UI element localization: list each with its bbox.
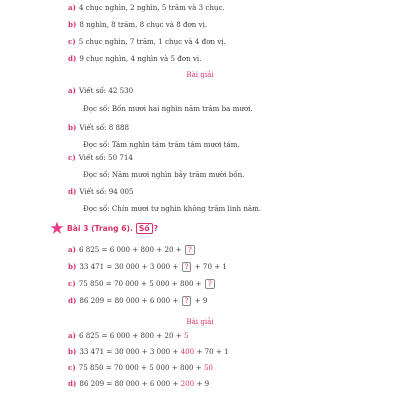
- answer-box[interactable]: ?: [205, 279, 215, 289]
- solution-b-viet: [68, 123, 129, 133]
- solution-b-doc: Đọc số: Tám nghìn tám trăm tám mươi tám.: [83, 140, 240, 149]
- solution-heading: Bài giải: [186, 70, 214, 79]
- solution-d-doc: Đọc số: Chín mươi tư nghìn không trăm linh năm.: [83, 204, 262, 213]
- item-text: 9 chục nghìn, 4 nghìn và 5 đơn vị.: [79, 54, 202, 63]
- item-label: d): [68, 187, 77, 196]
- bai3-header: [50, 221, 158, 235]
- answer-box[interactable]: ?: [182, 262, 192, 272]
- item-label: b): [68, 123, 77, 132]
- bai3-title: Bài 3 (Trang 6).: [67, 223, 133, 233]
- answer-box[interactable]: ?: [185, 245, 195, 255]
- pink-star-icon: [50, 221, 64, 235]
- exercise-b: [68, 262, 227, 272]
- answer-value: 5: [183, 331, 189, 340]
- equation-left: 33 471 = 30 000 + 3 000 +: [79, 347, 179, 356]
- top-item-a: [68, 3, 225, 13]
- answer-value: 400: [180, 347, 195, 356]
- solution-c-viet: [68, 153, 133, 163]
- equation-right: + 9: [194, 296, 208, 305]
- answer-value: 50: [204, 363, 214, 372]
- equation-right: + 9: [196, 379, 210, 388]
- item-label: a): [68, 86, 76, 95]
- so-box: Số: [136, 223, 153, 234]
- top-item-b: [68, 20, 207, 30]
- solution-d-viet: [68, 187, 134, 197]
- solution-heading: Bài giải: [186, 317, 214, 326]
- equation-left: 33 471 = 30 000 + 3 000 +: [79, 262, 179, 271]
- item-label: a): [68, 245, 76, 254]
- equation-left: 86 209 = 80 000 + 6 000 +: [79, 296, 179, 305]
- answer-a: [68, 331, 188, 341]
- exercise-c: [68, 279, 216, 289]
- item-text: 4 chục nghìn, 2 nghìn, 5 trăm và 3 chục.: [78, 3, 225, 12]
- top-item-d: [68, 54, 201, 64]
- answer-b: [68, 347, 229, 357]
- item-label: c): [68, 279, 76, 288]
- exercise-a: [68, 245, 196, 255]
- answer-d: [68, 379, 209, 389]
- item-label: c): [68, 153, 76, 162]
- item-label: d): [68, 296, 77, 305]
- item-label: d): [68, 379, 77, 388]
- viet-so-text: Viết số: 8 888: [79, 123, 129, 132]
- equation-left: 6 825 = 6 000 + 800 + 20 +: [78, 245, 182, 254]
- item-label: b): [68, 20, 77, 29]
- item-label: a): [68, 331, 76, 340]
- solution-a-doc: Đọc số: Bốn mươi hai nghìn năm trăm ba mươi.: [83, 104, 253, 113]
- equation-left: 86 209 = 80 000 + 6 000 +: [79, 379, 179, 388]
- item-label: c): [68, 37, 76, 46]
- item-text: 5 chục nghìn, 7 trăm, 1 chục và 4 đơn vị.: [78, 37, 226, 46]
- item-text: 8 nghìn, 8 trăm, 8 chục và 8 đơn vị.: [79, 20, 208, 29]
- equation-left: 75 850 = 70 000 + 5 000 + 800 +: [78, 279, 202, 288]
- equation-left: 6 825 = 6 000 + 800 + 20 +: [78, 331, 182, 340]
- exercise-d: [68, 296, 207, 306]
- equation-left: 75 850 = 70 000 + 5 000 + 800 +: [78, 363, 202, 372]
- viet-so-text: Viết số: 94 005: [79, 187, 134, 196]
- top-item-c: [68, 37, 226, 47]
- item-label: b): [68, 347, 77, 356]
- viet-so-text: Viết số: 42 530: [78, 86, 134, 95]
- item-label: c): [68, 363, 76, 372]
- equation-right: + 70 + 1: [194, 262, 227, 271]
- item-label: a): [68, 3, 76, 12]
- question-mark: ?: [153, 223, 158, 233]
- answer-value: 200: [180, 379, 195, 388]
- answer-c: [68, 363, 213, 373]
- equation-right: + 70 + 1: [196, 347, 229, 356]
- viet-so-text: Viết số: 50 714: [78, 153, 133, 162]
- item-label: b): [68, 262, 77, 271]
- item-label: d): [68, 54, 77, 63]
- answer-box[interactable]: ?: [182, 296, 192, 306]
- solution-a-viet: [68, 86, 133, 96]
- solution-c-doc: Đọc số: Năm mươi nghìn bảy trăm mười bốn.: [83, 170, 245, 179]
